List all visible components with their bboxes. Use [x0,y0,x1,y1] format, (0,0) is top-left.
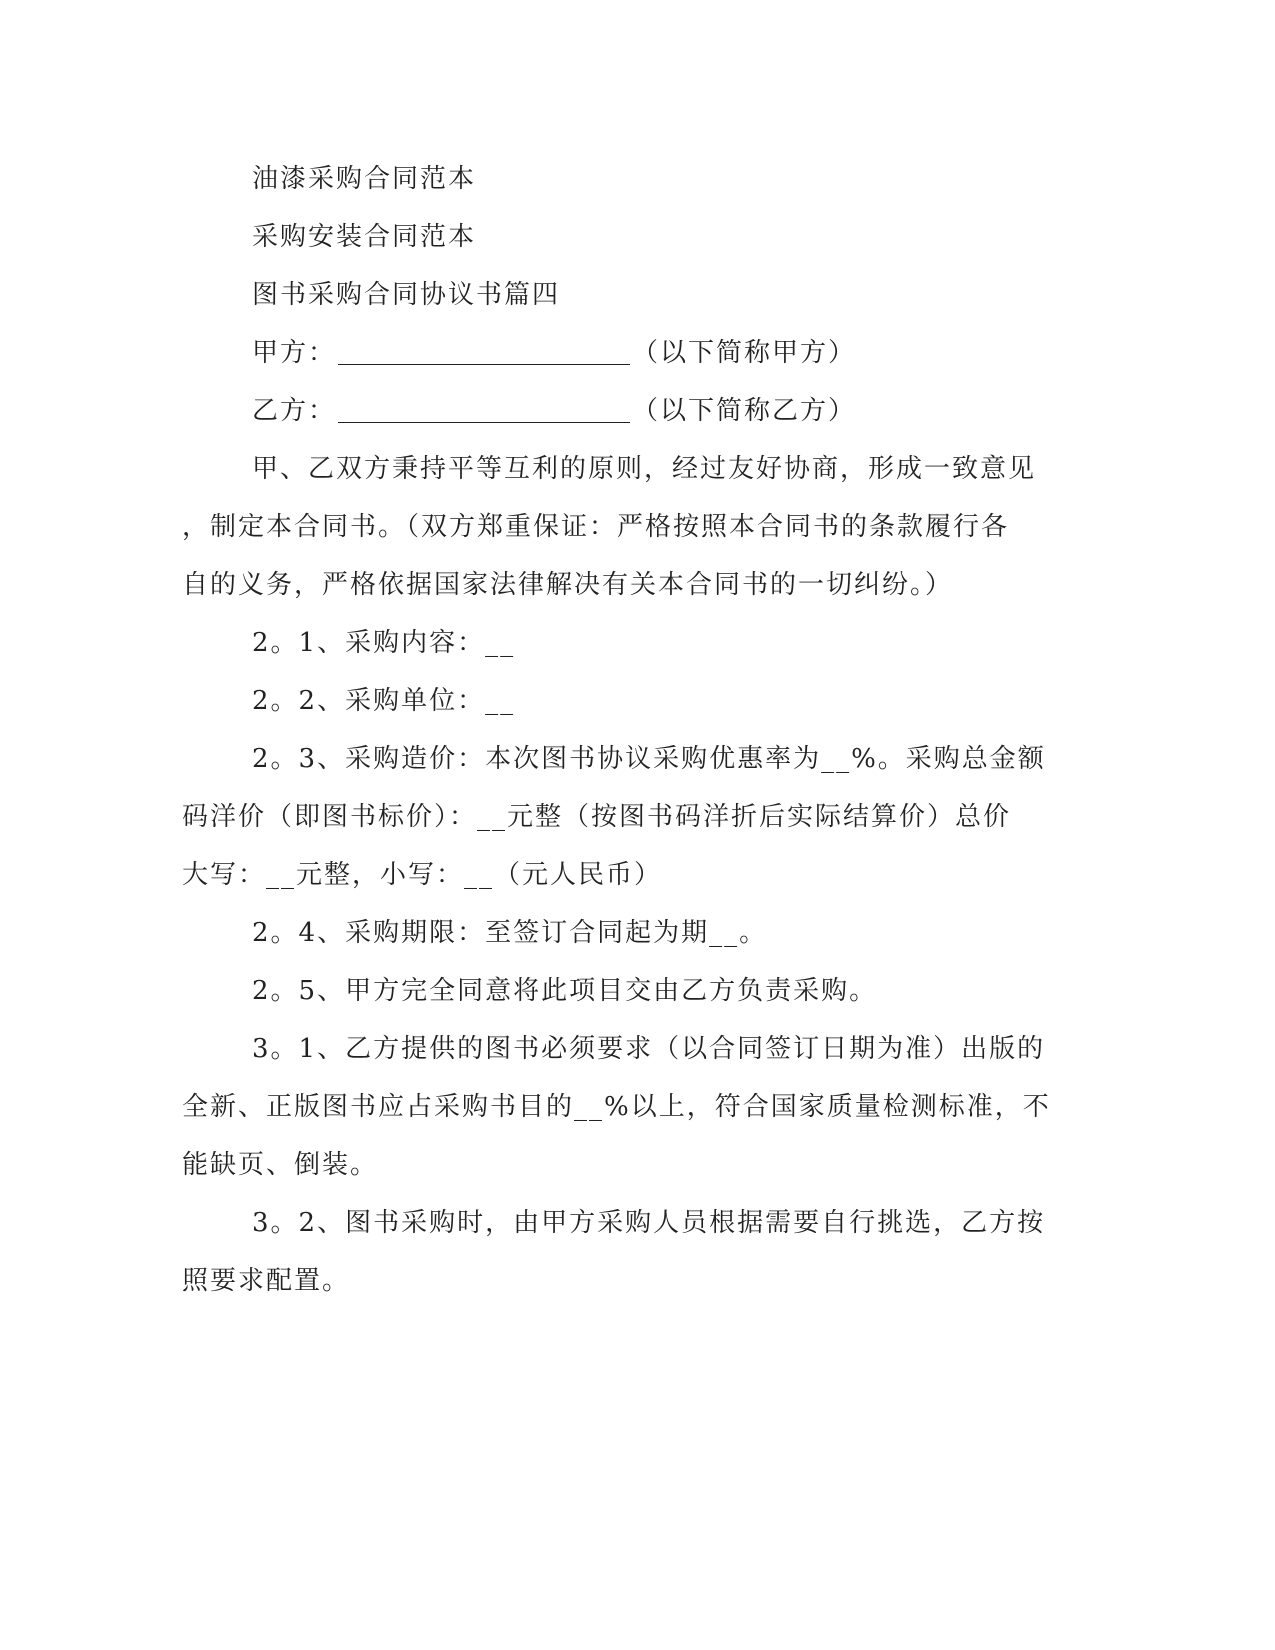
clause-line: 能缺页、倒装。 [182,1150,379,1180]
party-b-suffix: （以下简称乙方） [632,396,857,426]
clause-line: 3。1、乙方提供的图书必须要求（以合同签订日期为准）出版的 [252,1034,1046,1064]
clause-line: 大写：__元整，小写：__（元人民币） [182,860,663,890]
party-a-label: 甲方： [252,338,337,368]
clause-2-4 [182,904,1042,962]
clause-2-1 [182,614,1042,672]
clause-line: 3。2、图书采购时，由甲方采购人员根据需要自行挑选，乙方按 [252,1208,1046,1238]
clause-line: 2。5、甲方完全同意将此项目交由乙方负责采购。 [252,976,878,1006]
clause-line: 码洋价（即图书标价）：__元整（按图书码洋折后实际结算价）总价 [182,802,1012,832]
clause-3-2 [182,1194,1046,1310]
clause-line: 2。1、采购内容：__ [252,628,516,658]
clause-line: 照要求配置。 [182,1266,351,1296]
clause-2-3 [182,730,1046,904]
clause-2-2 [182,672,1042,730]
party-b-line [182,382,1042,440]
clause-3-1 [182,1020,1051,1194]
party-a-blank [338,338,630,365]
party-a-suffix: （以下简称甲方） [632,338,857,368]
clause-2-5 [182,962,1042,1020]
party-b-label: 乙方： [252,396,337,426]
document-title: 图书采购合同协议书篇四 [252,280,561,310]
party-a-line [182,324,1042,382]
related-title-1: 油漆采购合同范本 [252,164,477,194]
document-body [182,150,1051,1310]
intro-line: 自的义务，严格依据国家法律解决有关本合同书的一切纠纷。） [182,570,954,600]
intro-line: 甲、乙双方秉持平等互利的原则，经过友好协商，形成一致意见 [252,454,1037,484]
clause-line: 全新、正版图书应占采购书目的__%以上，符合国家质量检测标准，不 [182,1092,1051,1122]
related-title-2: 采购安装合同范本 [252,222,477,252]
intro-paragraph [182,440,1042,614]
clause-line: 2。3、采购造价：本次图书协议采购优惠率为__%。采购总金额 [252,744,1046,774]
intro-line: ，制定本合同书。（双方郑重保证：严格按照本合同书的条款履行各 [182,512,1010,542]
party-b-blank [338,396,630,423]
clause-line: 2。4、采购期限：至签订合同起为期__。 [252,918,768,948]
clause-line: 2。2、采购单位：__ [252,686,516,716]
